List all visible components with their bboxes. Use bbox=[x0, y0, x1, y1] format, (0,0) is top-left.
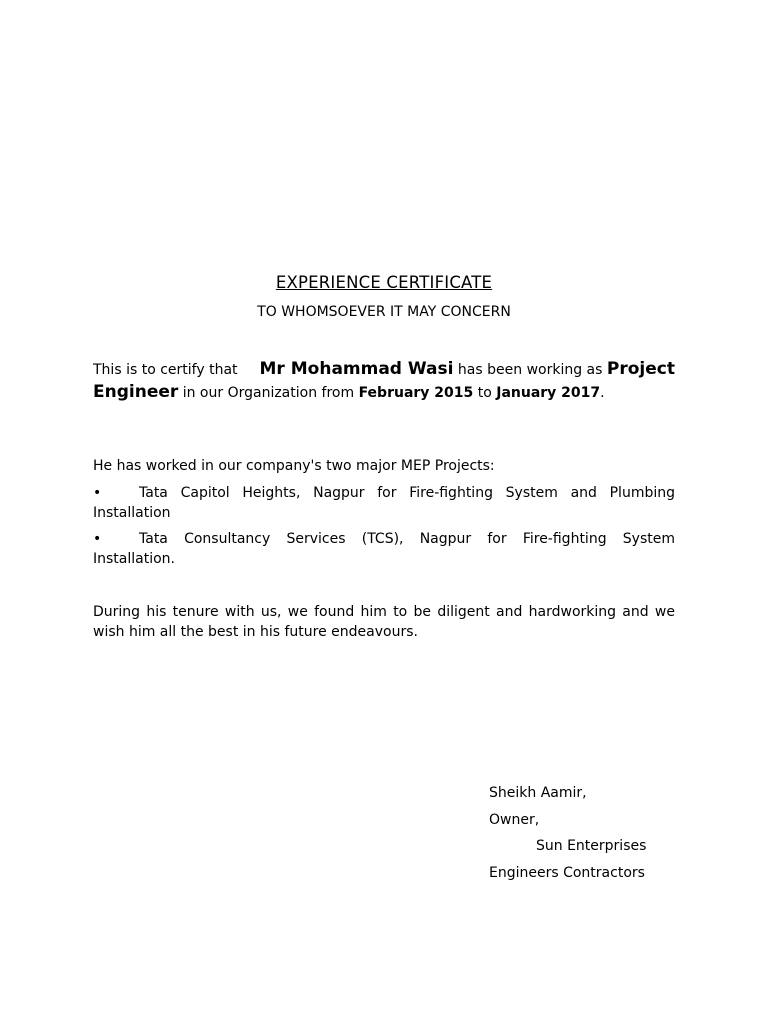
signatory-name: Sheikh Aamir, bbox=[489, 785, 587, 801]
intro-paragraph bbox=[93, 358, 675, 404]
intro-suffix: . bbox=[600, 385, 605, 401]
certificate-title: EXPERIENCE CERTIFICATE bbox=[275, 273, 493, 292]
projects-heading: He has worked in our company's two major MEP Projects: bbox=[93, 458, 495, 474]
company-name: Sun Enterprises bbox=[536, 838, 647, 854]
closing-paragraph: During his tenure with us, we found him to be diligent and hardworking and we wish him all the best in his future endeavours. bbox=[93, 604, 675, 640]
intro-middle-3: to bbox=[473, 385, 497, 401]
employee-name: Mr Mohammad Wasi bbox=[259, 359, 454, 379]
intro-prefix: This is to certify that bbox=[93, 362, 238, 378]
intro-middle-1: has been working as bbox=[453, 362, 607, 378]
bullet-marker: • bbox=[93, 531, 102, 547]
company-tagline: Engineers Contractors bbox=[489, 865, 645, 881]
employee-designation: Project Engineer bbox=[93, 359, 675, 402]
intro-middle-2: in our Organization from bbox=[178, 385, 359, 401]
project-item bbox=[93, 529, 675, 569]
certificate-subtitle: TO WHOMSOEVER IT MAY CONCERN bbox=[257, 304, 511, 320]
signatory-role: Owner, bbox=[489, 812, 540, 828]
end-date: January 2017 bbox=[496, 385, 601, 401]
project-text: Tata Capitol Heights, Nagpur for Fire-fighting System and Plumbing Installation bbox=[93, 485, 675, 521]
bullet-marker: • bbox=[93, 485, 102, 501]
start-date: February 2015 bbox=[358, 385, 474, 401]
project-item bbox=[93, 483, 675, 523]
project-text: Tata Consultancy Services (TCS), Nagpur for Fire-fighting System Installation. bbox=[93, 531, 675, 567]
